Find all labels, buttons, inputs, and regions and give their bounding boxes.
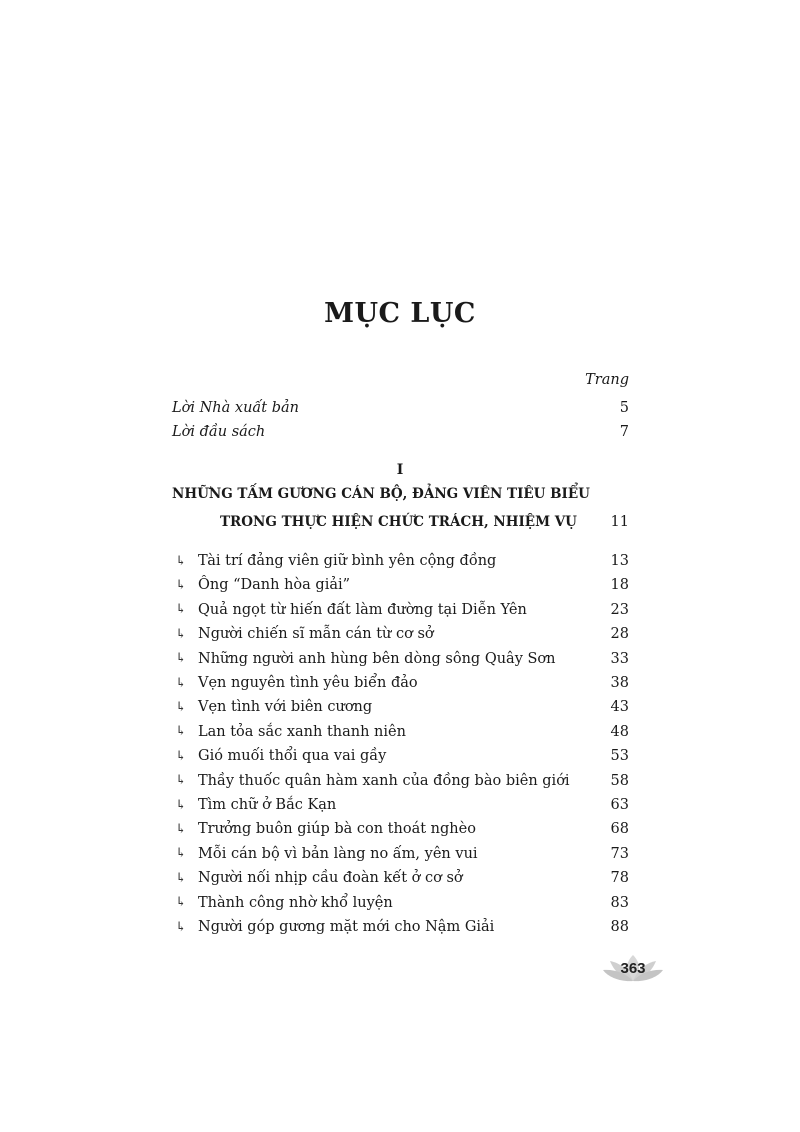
hook-arrow-icon: ↳ bbox=[175, 675, 187, 691]
toc-entry-left bbox=[172, 870, 463, 886]
toc-entry[interactable] bbox=[172, 573, 629, 597]
toc-entry-page: 78 bbox=[610, 870, 629, 887]
trang-column-header: Trang bbox=[585, 372, 629, 388]
toc-entry-label: Trưởng buôn giúp bà con thoát nghèo bbox=[198, 821, 476, 838]
hook-arrow-icon: ↳ bbox=[175, 846, 187, 862]
toc-entry-left bbox=[172, 651, 556, 667]
toc-front-matter-item[interactable] bbox=[172, 420, 629, 444]
toc-entry[interactable] bbox=[172, 842, 629, 866]
page-number-badge bbox=[602, 953, 664, 983]
hook-arrow-icon: ↳ bbox=[175, 895, 187, 911]
toc-entry-left bbox=[172, 675, 418, 691]
toc-entry[interactable] bbox=[172, 549, 629, 573]
section-heading-row[interactable] bbox=[172, 510, 629, 534]
toc-entry-page: 23 bbox=[610, 601, 629, 618]
hook-arrow-icon: ↳ bbox=[175, 553, 187, 569]
toc-entry[interactable] bbox=[172, 622, 629, 646]
toc-entry-page: 33 bbox=[610, 650, 629, 667]
hook-arrow-icon: ↳ bbox=[175, 919, 187, 935]
hook-arrow-icon: ↳ bbox=[175, 699, 187, 715]
toc-entry-label: Vẹn nguyên tình yêu biển đảo bbox=[198, 675, 418, 691]
hook-arrow-icon: ↳ bbox=[175, 602, 187, 618]
toc-entry[interactable] bbox=[172, 915, 629, 939]
toc-entry[interactable] bbox=[172, 695, 629, 719]
toc-item-page: 7 bbox=[619, 424, 629, 440]
toc-entry-page: 73 bbox=[610, 845, 629, 862]
toc-entry[interactable] bbox=[172, 793, 629, 817]
toc-entry-page: 68 bbox=[610, 821, 629, 838]
hook-arrow-icon: ↳ bbox=[175, 577, 187, 593]
toc-entry-label: Người chiến sĩ mẫn cán từ cơ sở bbox=[198, 626, 434, 643]
toc-entry-label: Vẹn tình với biên cương bbox=[198, 699, 373, 716]
hook-arrow-icon: ↳ bbox=[175, 821, 187, 837]
toc-entry-left bbox=[172, 846, 478, 862]
toc-entry-page: 43 bbox=[610, 699, 629, 716]
toc-entry[interactable] bbox=[172, 671, 629, 695]
toc-entry-left bbox=[172, 699, 372, 715]
toc-entry-left bbox=[172, 553, 496, 569]
toc-entry[interactable] bbox=[172, 744, 629, 768]
toc-entry-left bbox=[172, 821, 476, 837]
toc-item-label: Lời đầu sách bbox=[172, 424, 266, 440]
toc-entry-page: 58 bbox=[610, 772, 629, 789]
toc-entry-page: 63 bbox=[610, 797, 629, 813]
toc-entry-left bbox=[172, 919, 494, 935]
toc-entry-left bbox=[172, 626, 434, 642]
toc-entry-page: 53 bbox=[610, 748, 629, 765]
toc-entry-left bbox=[172, 602, 527, 618]
toc-entry-label: Người góp gương mặt mới cho Nậm Giải bbox=[198, 919, 495, 935]
toc-entry-label: Người nối nhịp cầu đoàn kết ở cơ sở bbox=[198, 870, 463, 887]
hook-arrow-icon: ↳ bbox=[175, 773, 187, 789]
toc-entry-label: Thầy thuốc quân hàm xanh của đồng bào biên giới bbox=[198, 772, 570, 789]
section-title-line1: NHỮNG TẤM GƯƠNG CÁN BỘ, ĐẢNG VIÊN TIÊU BIỂU bbox=[172, 486, 590, 502]
section-number: I bbox=[396, 462, 404, 478]
toc-entry-page: 83 bbox=[610, 894, 629, 911]
toc-entry-label: Mỗi cán bộ vì bản làng no ấm, yên vui bbox=[198, 845, 478, 862]
hook-arrow-icon: ↳ bbox=[175, 748, 187, 764]
hook-arrow-icon: ↳ bbox=[175, 626, 187, 642]
toc-entry-left bbox=[172, 577, 350, 593]
section-title-line2: TRONG THỰC HIỆN CHỨC TRÁCH, NHIỆM VỤ bbox=[220, 514, 577, 530]
hook-arrow-icon: ↳ bbox=[175, 870, 187, 886]
toc-item-label: Lời Nhà xuất bản bbox=[172, 400, 299, 416]
toc-entry-page: 28 bbox=[610, 626, 629, 643]
toc-entry[interactable] bbox=[172, 769, 629, 793]
toc-entry-label: Thành công nhờ khổ luyện bbox=[198, 894, 393, 911]
toc-entry[interactable] bbox=[172, 891, 629, 915]
section-page: 11 bbox=[610, 514, 629, 530]
toc-entry[interactable] bbox=[172, 817, 629, 841]
toc-entry-label: Ông “Danh hòa giải” bbox=[198, 577, 351, 594]
toc-entry-label: Gió muối thổi qua vai gầy bbox=[198, 748, 387, 765]
page-title: MỤC LỤC bbox=[324, 298, 476, 329]
toc-entry-left bbox=[172, 797, 336, 813]
toc-entry-label: Quả ngọt từ hiến đất làm đường tại Diễn Yên bbox=[198, 601, 527, 618]
toc-entry-left bbox=[172, 773, 570, 789]
toc-entry-left bbox=[172, 748, 386, 764]
toc-item-page: 5 bbox=[619, 400, 629, 416]
toc-entry-label: Tài trí đảng viên giữ bình yên cộng đồng bbox=[198, 553, 497, 569]
toc-entry-page: 48 bbox=[610, 723, 629, 740]
toc-entry-page: 88 bbox=[610, 919, 629, 935]
toc-front-matter-item[interactable] bbox=[172, 396, 629, 420]
toc-entry-page: 18 bbox=[610, 577, 629, 594]
page-number: 363 bbox=[620, 959, 646, 977]
toc-entry[interactable] bbox=[172, 866, 629, 890]
hook-arrow-icon: ↳ bbox=[175, 651, 187, 667]
toc-entry-page: 13 bbox=[610, 553, 629, 569]
toc-entry[interactable] bbox=[172, 647, 629, 671]
hook-arrow-icon: ↳ bbox=[175, 724, 187, 740]
toc-entry[interactable] bbox=[172, 720, 629, 744]
hook-arrow-icon: ↳ bbox=[175, 797, 187, 813]
toc-entry[interactable] bbox=[172, 598, 629, 622]
toc-entry-page: 38 bbox=[610, 675, 629, 691]
toc-entry-left bbox=[172, 895, 393, 911]
toc-entry-label: Tìm chữ ở Bắc Kạn bbox=[198, 797, 337, 813]
toc-entry-label: Lan tỏa sắc xanh thanh niên bbox=[198, 723, 406, 740]
toc-entry-label: Những người anh hùng bên dòng sông Quây Sơn bbox=[198, 650, 556, 667]
toc-entry-left bbox=[172, 724, 406, 740]
